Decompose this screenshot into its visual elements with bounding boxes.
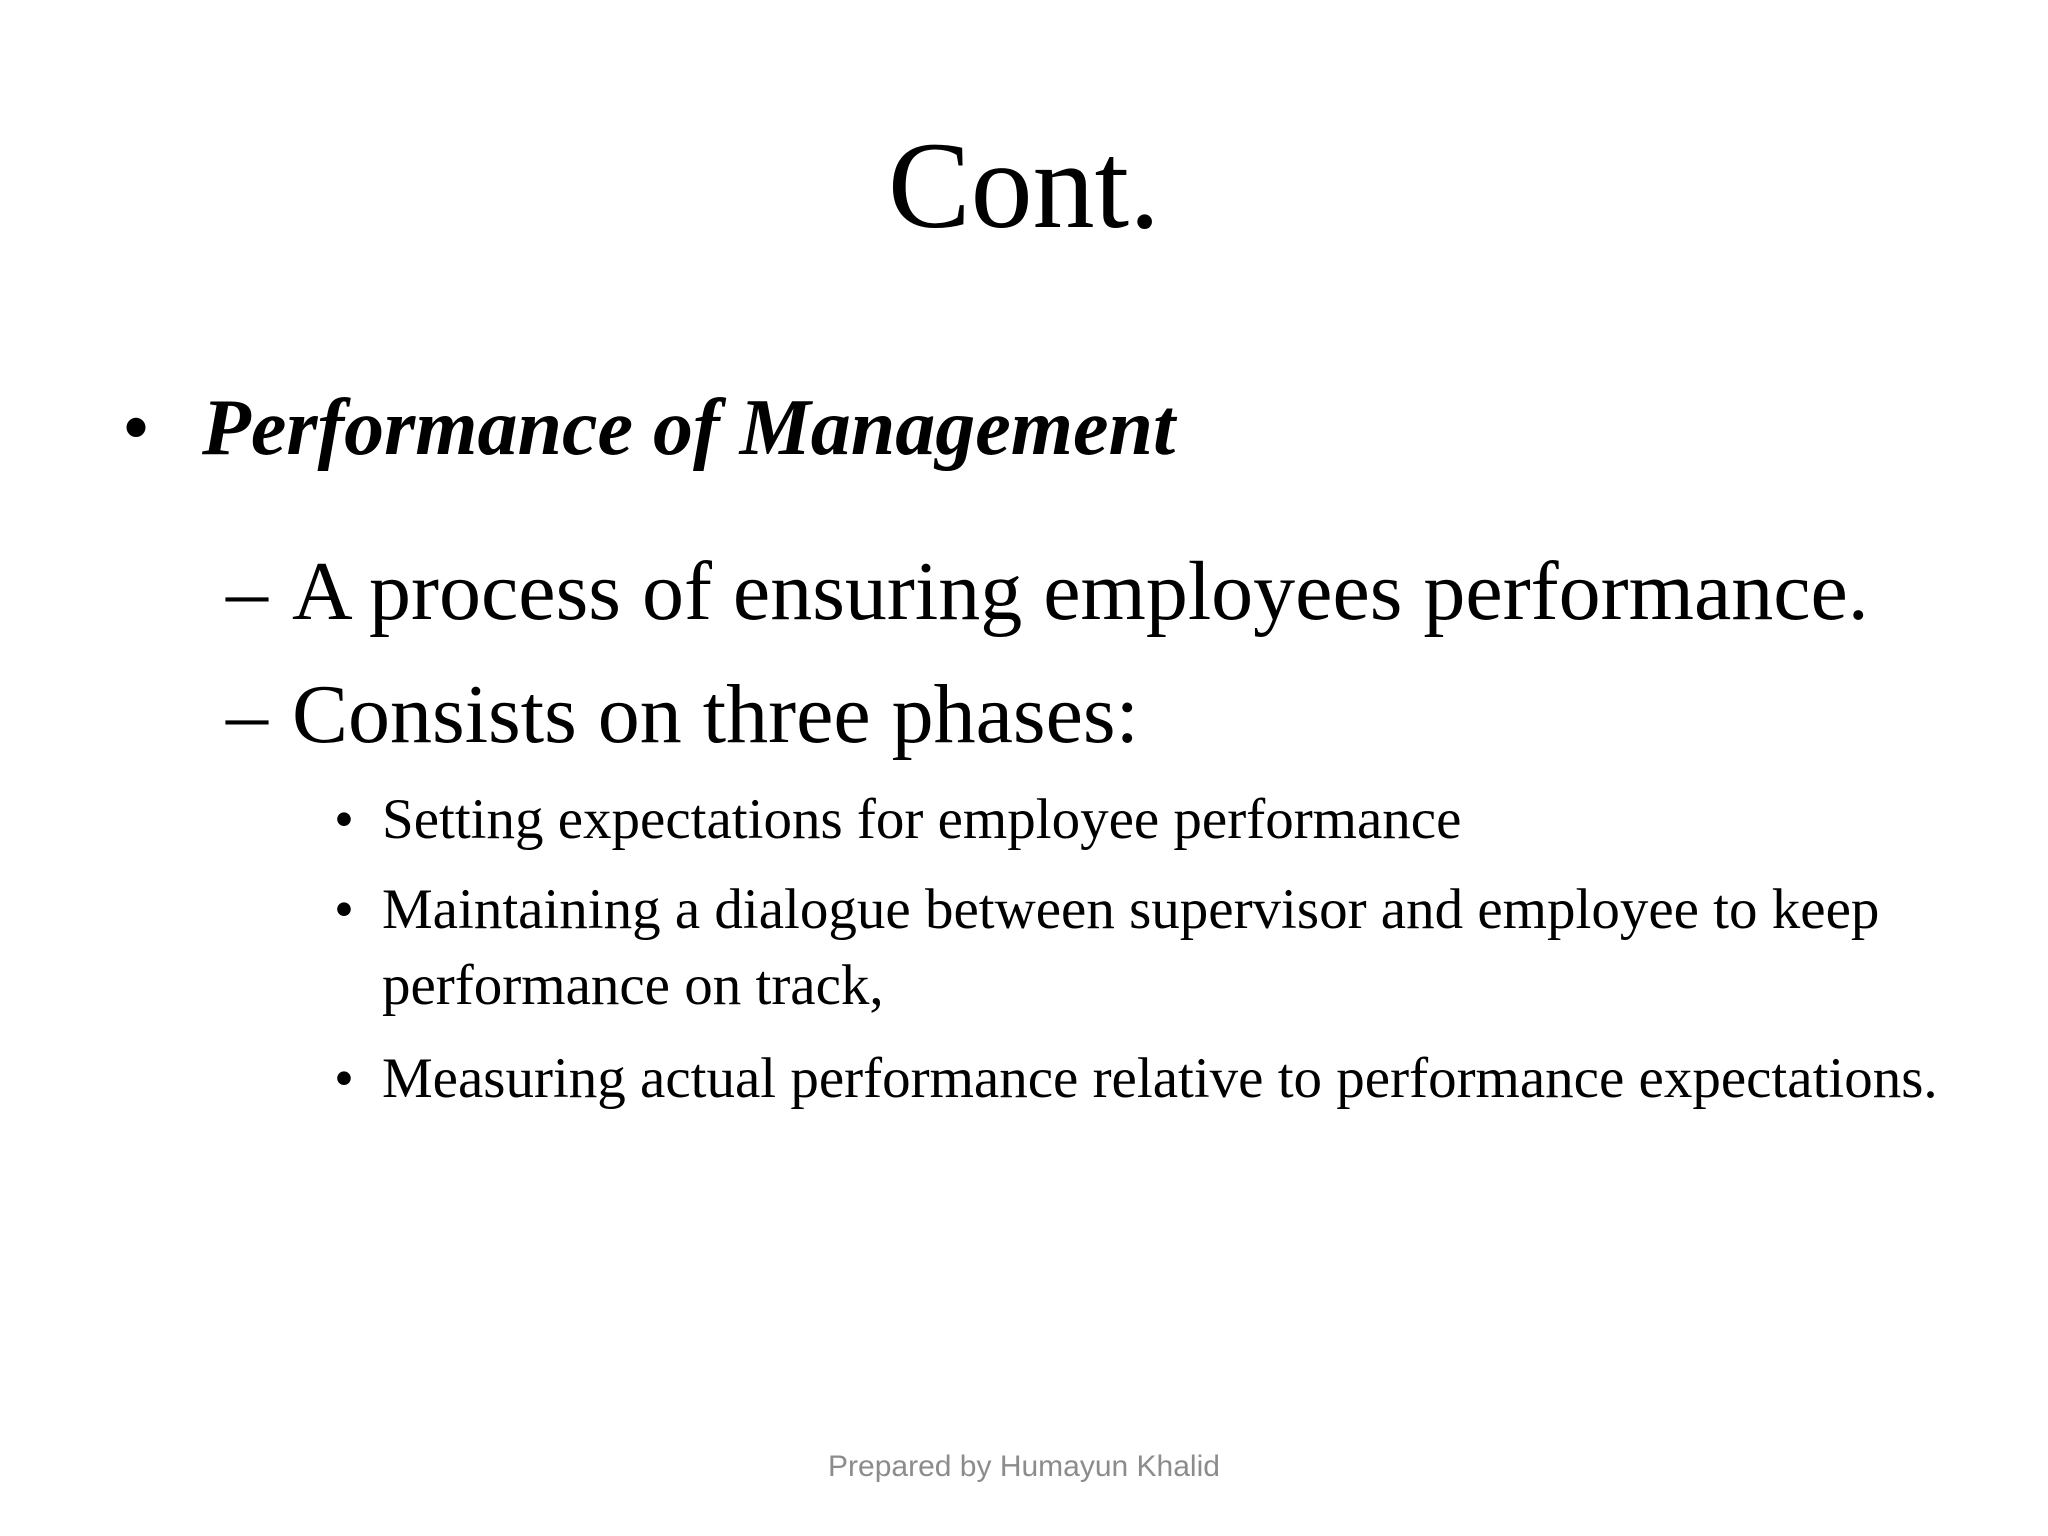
main-bullet-item [122, 384, 1176, 472]
dash-icon: – [226, 668, 268, 761]
sub-item-process [226, 545, 1869, 638]
slide-title: Cont. [887, 117, 1161, 254]
main-bullet-text: Performance of Management [202, 384, 1176, 472]
slide-footer: Prepared by Humayun Khalid [828, 1450, 1220, 1483]
sub-item-text: A process of ensuring employees performance. [292, 545, 1869, 638]
phase-item-text: Maintaining a dialogue between supervisor and employee to keep performance on track, [382, 878, 1880, 1017]
bullet-icon: • [122, 384, 151, 472]
phase-item-text: Measuring actual performance relative to performance expectations. [382, 1047, 1938, 1110]
bullet-icon: • [334, 1047, 354, 1110]
bullet-icon: • [334, 878, 354, 941]
bullet-icon: • [334, 788, 354, 851]
phase-item-text: Setting expectations for employee performance [382, 788, 1462, 851]
phase-item-maintaining-dialogue [334, 872, 1944, 1024]
phase-item-measuring-performance [334, 1041, 1944, 1117]
sub-item-phases [226, 668, 1139, 761]
sub-item-text: Consists on three phases: [292, 668, 1139, 761]
dash-icon: – [226, 545, 268, 638]
phase-item-setting-expectations [334, 782, 1944, 858]
